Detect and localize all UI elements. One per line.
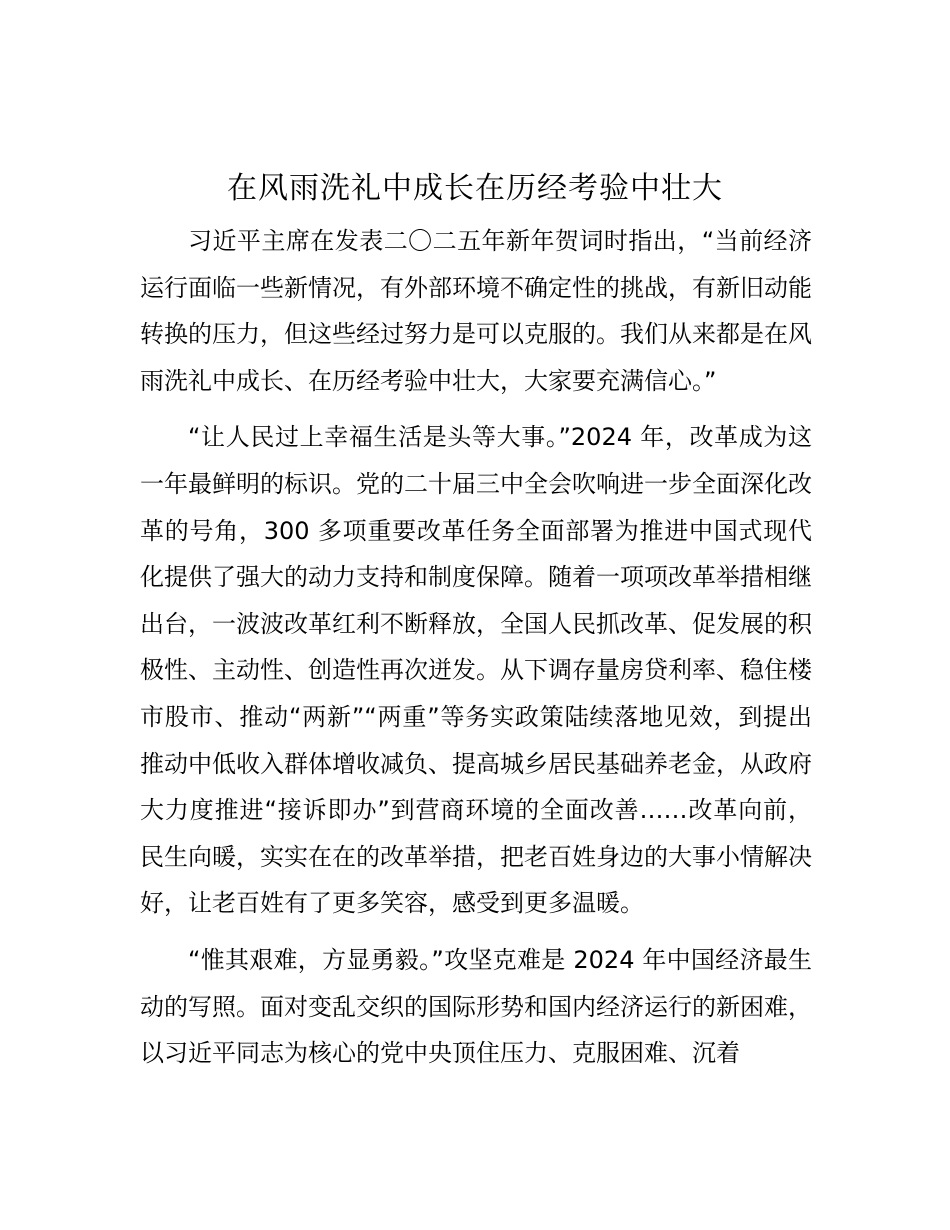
document-title: 在风雨洗礼中成长在历经考验中壮大 (227, 171, 723, 206)
paragraph: 习近平主席在发表二〇二五年新年贺词时指出，“当前经济运行面临一些新情况，有外部环境不确定性的挑战，有新旧动能转换的压力，但这些经过努力是可以克服的。我们从来都是在风雨洗礼中成长、在历经考验中壮大，大家要充满信心。” (140, 227, 812, 395)
paragraph: “让人民过上幸福生活是头等大事。”2024 年，改革成为这一年最鲜明的标识。党的二十届三中全会吹响进一步全面深化改革的号角，300 多项重要改革任务全面部署为推进中国式现代化提供了强大的动力支持和制度保障。随着一项项改革举措相继出台，一波波改革红利不断释放，全国人民抓改革、促发展的积极性、主动性、创造性再次迸发。从下调存量房贷利率、稳住楼市股市、推动“两新”“两重”等务实政策陆续落地见效，到提出推动中低收入群体增收减负、提高城乡居民基础养老金，从政府大力度推进“接诉即办”到营商环境的全面改善……改革向前，民生向暖，实实在在的改革举措，把老百姓身边的大事小情解决好，让老百姓有了更多笑容，感受到更多温暖。 (140, 423, 812, 918)
paragraph: “惟其艰难，方显勇毅。”攻坚克难是 2024 年中国经济最生动的写照。面对变乱交织的国际形势和国内经济运行的新困难，以习近平同志为核心的党中央顶住压力、克服困难、沉着 (140, 945, 812, 1068)
document-body (140, 218, 812, 1087)
